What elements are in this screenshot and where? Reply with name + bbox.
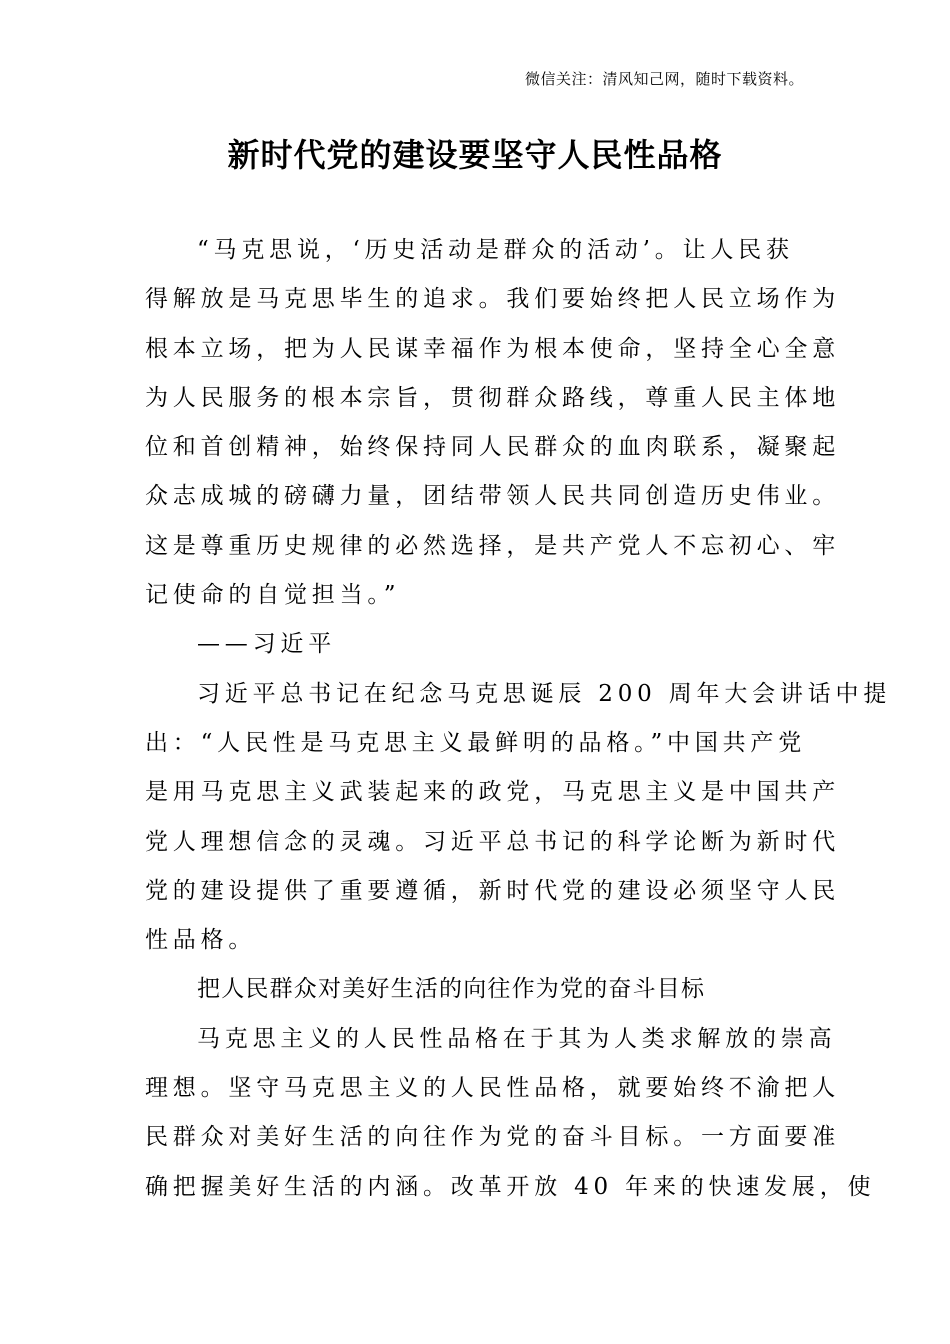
paragraph-line: 马克思主义的人民性品格在于其为人类求解放的崇高 — [197, 1025, 837, 1052]
quote-attribution: ——习近平 — [197, 631, 336, 658]
paragraph-line: 性品格。 — [145, 927, 257, 954]
paragraph-line: 是用马克思主义武装起来的政党，马克思主义是中国共产 — [145, 779, 840, 806]
paragraph-line: 位和首创精神，始终保持同人民群众的血肉联系，凝聚起 — [145, 434, 840, 461]
paragraph-line: 为人民服务的根本宗旨，贯彻群众路线，尊重人民主体地 — [145, 384, 840, 411]
paragraph-line: 根本立场，把为人民谋幸福作为根本使命，坚持全心全意 — [145, 335, 840, 362]
paragraph-line: 确把握美好生活的内涵。改革开放 40 年来的快速发展，使 — [145, 1173, 876, 1200]
document-title: 新时代党的建设要坚守人民性品格 — [227, 136, 723, 174]
paragraph-line: 理想。坚守马克思主义的人民性品格，就要始终不渝把人 — [145, 1075, 840, 1102]
section-subheading: 把人民群众对美好生活的向往作为党的奋斗目标 — [197, 976, 706, 1003]
header-note: 微信关注：清风知己网，随时下载资料。 — [524, 70, 804, 88]
paragraph-line: 众志成城的磅礴力量，团结带领人民共同创造历史伟业。 — [145, 483, 840, 510]
paragraph-line: 出：“人民性是马克思主义最鲜明的品格。”中国共产党 — [145, 729, 807, 756]
paragraph-line: 党人理想信念的灵魂。习近平总书记的科学论断为新时代 — [145, 828, 840, 855]
paragraph-line: 习近平总书记在纪念马克思诞辰 200 周年大会讲话中提 — [197, 680, 892, 707]
paragraph-line: 党的建设提供了重要遵循，新时代党的建设必须坚守人民 — [145, 877, 840, 904]
document-body — [145, 226, 892, 1212]
paragraph-line: 记使命的自觉担当。” — [145, 582, 401, 609]
paragraph-line: 民群众对美好生活的向往作为党的奋斗目标。一方面要准 — [145, 1124, 840, 1151]
paragraph-line: 得解放是马克思毕生的追求。我们要始终把人民立场作为 — [145, 286, 840, 313]
paragraph-line: “马克思说，‘历史活动是群众的活动’。让人民获 — [197, 237, 794, 263]
paragraph-line: 这是尊重历史规律的必然选择，是共产党人不忘初心、牢 — [145, 532, 840, 559]
